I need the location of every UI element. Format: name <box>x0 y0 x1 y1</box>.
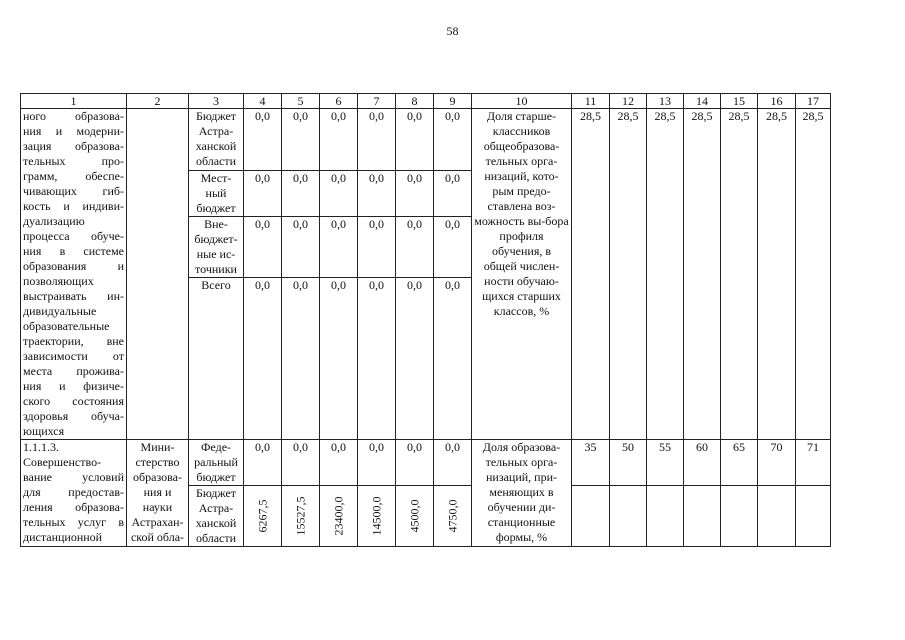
page-number: 58 <box>446 24 459 38</box>
amount-cell: 0,0 <box>320 217 358 278</box>
col-head: 14 <box>684 94 721 109</box>
target-cell: 28,5 <box>796 109 831 440</box>
target-cell: 50 <box>610 440 647 486</box>
target-cell: 65 <box>721 440 758 486</box>
amount-cell: 0,0 <box>358 217 396 278</box>
target-cell: 28,5 <box>758 109 796 440</box>
amount-cell: 0,0 <box>282 217 320 278</box>
indicator-cell: Доля старше-классников общеобразова-тельных орга-низаций, кото-рым предо-ставлена воз-можность вы-бора профиля обучения, в общей числен-ности обучаю-щихся старших классов, % <box>472 109 572 440</box>
amount-cell: 0,0 <box>396 109 434 171</box>
executor-cell <box>127 109 189 440</box>
amount-cell: 0,0 <box>244 217 282 278</box>
col-head: 5 <box>282 94 320 109</box>
target-cell-empty <box>796 486 831 547</box>
col-head: 1 <box>21 94 127 109</box>
funding-source: Бюджет Астра-ханской области <box>189 486 244 547</box>
funding-source: Феде-ральный бюджет <box>189 440 244 486</box>
target-cell: 28,5 <box>572 109 610 440</box>
text-line: Совершенство- <box>23 455 102 469</box>
target-cell-empty <box>647 486 684 547</box>
text-line: ского состояния <box>23 394 124 408</box>
text-line: вание условий <box>23 470 124 484</box>
amount-value: 23400,0 <box>331 496 345 536</box>
measure-name-lines <box>23 455 124 545</box>
col-head: 4 <box>244 94 282 109</box>
measure-name-lines <box>23 109 124 439</box>
target-cell-empty <box>721 486 758 547</box>
amount-value: 15527,5 <box>293 496 307 536</box>
amount-cell: 0,0 <box>434 440 472 486</box>
text-line: для предостав- <box>23 485 124 499</box>
amount-cell: 0,0 <box>396 440 434 486</box>
table-row <box>21 440 831 486</box>
target-cell: 28,5 <box>647 109 684 440</box>
funding-source: Мест-ный бюджет <box>189 171 244 217</box>
funding-source: Бюджет Астра-ханской области <box>189 109 244 171</box>
amount-cell: 0,0 <box>244 440 282 486</box>
col-head: 16 <box>758 94 796 109</box>
executor-cell: Мини-стерство образова-ния и науки Астрахан-ской обла- <box>127 440 189 547</box>
text-line: ного образова- <box>23 109 124 123</box>
text-line: места прожива- <box>23 364 124 378</box>
amount-cell: 0,0 <box>396 278 434 440</box>
amount-cell-vertical <box>396 486 434 547</box>
text-line: зависимости от <box>23 349 124 363</box>
amount-cell: 0,0 <box>320 109 358 171</box>
col-head: 6 <box>320 94 358 109</box>
text-line: ления образова- <box>23 500 124 514</box>
col-head: 9 <box>434 94 472 109</box>
target-cell-empty <box>610 486 647 547</box>
amount-cell: 0,0 <box>282 440 320 486</box>
text-line: зация образова- <box>23 139 124 153</box>
col-head: 7 <box>358 94 396 109</box>
text-line: процесса обуче- <box>23 229 124 243</box>
measure-name-cell <box>21 109 127 440</box>
text-line: ющихся <box>23 424 65 438</box>
amount-cell: 0,0 <box>244 171 282 217</box>
table-row <box>21 109 831 171</box>
text-line: ния в системе <box>23 244 124 258</box>
amount-cell: 0,0 <box>244 109 282 171</box>
amount-cell: 0,0 <box>282 171 320 217</box>
text-line: ния и модерни- <box>23 124 124 138</box>
amount-cell: 0,0 <box>244 278 282 440</box>
amount-cell: 0,0 <box>320 278 358 440</box>
amount-cell-vertical <box>282 486 320 547</box>
indicator-cell: Доля образова-тельных орга-низаций, при-меняющих в обучении ди-станционные формы, % <box>472 440 572 547</box>
funding-source: Вне-бюджет-ные ис-точники <box>189 217 244 278</box>
column-number-row <box>21 94 831 109</box>
amount-value: 14500,0 <box>369 496 383 536</box>
amount-cell: 0,0 <box>358 171 396 217</box>
amount-cell: 0,0 <box>282 109 320 171</box>
amount-cell: 0,0 <box>396 171 434 217</box>
amount-cell-vertical <box>358 486 396 547</box>
col-head: 12 <box>610 94 647 109</box>
amount-cell: 0,0 <box>358 278 396 440</box>
text-line: дуализацию <box>23 214 85 228</box>
col-head: 10 <box>472 94 572 109</box>
text-line: позволяющих <box>23 274 94 288</box>
col-head: 2 <box>127 94 189 109</box>
amount-value: 4500,0 <box>407 499 421 533</box>
target-cell-empty <box>758 486 796 547</box>
funding-source: Всего <box>189 278 244 440</box>
amount-cell-vertical <box>244 486 282 547</box>
target-cell-empty <box>572 486 610 547</box>
amount-value: 6267,5 <box>255 499 269 533</box>
target-cell: 28,5 <box>721 109 758 440</box>
target-cell-empty <box>684 486 721 547</box>
amount-cell: 0,0 <box>320 440 358 486</box>
text-line: тельных про- <box>23 154 124 168</box>
amount-cell: 0,0 <box>434 278 472 440</box>
target-cell: 60 <box>684 440 721 486</box>
text-line: грамм, обеспе- <box>23 169 124 183</box>
amount-cell: 0,0 <box>396 217 434 278</box>
col-head: 3 <box>189 94 244 109</box>
col-head: 11 <box>572 94 610 109</box>
amount-cell: 0,0 <box>434 171 472 217</box>
col-head: 13 <box>647 94 684 109</box>
amount-cell: 0,0 <box>434 217 472 278</box>
text-line: образования и <box>23 259 124 273</box>
amount-cell: 0,0 <box>282 278 320 440</box>
amount-cell: 0,0 <box>434 109 472 171</box>
target-cell: 70 <box>758 440 796 486</box>
amount-cell-vertical <box>434 486 472 547</box>
amount-cell: 0,0 <box>320 171 358 217</box>
text-line: траектории, вне <box>23 334 124 348</box>
amount-value: 4750,0 <box>445 499 459 533</box>
amount-cell: 0,0 <box>358 109 396 171</box>
text-line: чивающих гиб- <box>23 184 124 198</box>
col-head: 17 <box>796 94 831 109</box>
text-line: тельных услуг в <box>23 515 124 529</box>
col-head: 8 <box>396 94 434 109</box>
target-cell: 28,5 <box>684 109 721 440</box>
measure-name-cell <box>21 440 127 547</box>
target-cell: 28,5 <box>610 109 647 440</box>
target-cell: 35 <box>572 440 610 486</box>
text-line: кость и индиви- <box>23 199 124 213</box>
text-line: дивидуальные <box>23 304 97 318</box>
target-cell: 71 <box>796 440 831 486</box>
col-head: 15 <box>721 94 758 109</box>
text-line: здоровья обуча- <box>23 409 124 423</box>
amount-cell-vertical <box>320 486 358 547</box>
text-line: образовательные <box>23 319 110 333</box>
text-line: выстраивать ин- <box>23 289 124 303</box>
text-line: ния и физиче- <box>23 379 124 393</box>
target-cell: 55 <box>647 440 684 486</box>
amount-cell: 0,0 <box>358 440 396 486</box>
program-table <box>20 93 831 547</box>
text-line: дистанционной <box>23 530 103 544</box>
measure-code: 1.1.1.3. <box>23 440 59 454</box>
